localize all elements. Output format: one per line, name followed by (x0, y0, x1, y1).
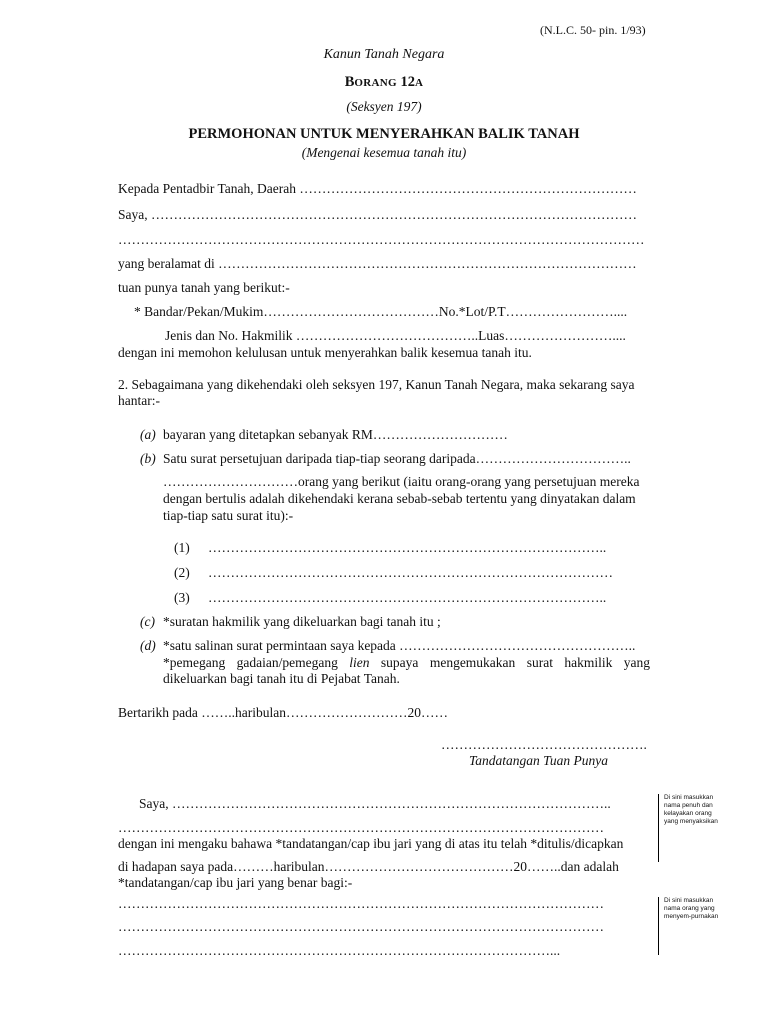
list-item-3-label: (3) (174, 590, 190, 605)
item-d-text: *satu salinan surat permintaan saya kepada …………………………………………….. (163, 638, 636, 653)
item-d-line-3: dikeluarkan bagi tanah itu di Pejabat Tanah. (163, 671, 400, 686)
applicant-name-line: Saya, ……………………………………………………………………………………………… (118, 207, 637, 222)
executor-line-2: ……………………………………………………………………………………………… (118, 919, 604, 934)
list-item-3-dots: …………………………………………………………………………….. (208, 590, 607, 605)
item-d-label: (d) (140, 638, 156, 653)
item-d-line-2: *pemegang gadaian/pemegang lien supaya mengemukakan surat hakmilik yang (163, 655, 651, 670)
form-reference: (N.L.C. 50- pin. 1/93) (540, 23, 646, 37)
item-b-label: (b) (140, 451, 156, 466)
item-b-line-2: …………………………orang yang berikut (iaitu orang-orang yang persetujuan mereka (163, 474, 640, 489)
date-line: Bertarikh pada ……..haribulan………………………20…… (118, 705, 448, 720)
section-ref: (Seksyen 197) (346, 99, 422, 114)
page-subtitle: (Mengenai kesemua tanah itu) (301, 145, 467, 160)
executor-line-1: ……………………………………………………………………………………………… (118, 896, 604, 911)
item-c-label: (c) (140, 614, 155, 629)
item-b-line-3: dengan bertulis adalah dikehendaki kerana sebab-sebab tertentu yang dinyatakan dalam (163, 491, 636, 506)
item-b-text: Satu surat persetujuan daripada tiap-tiap seorang daripada…………………………….. (163, 451, 631, 466)
applicant-name-line-2: ……………………………………………………………………………………………………… (118, 232, 645, 247)
para-2-cont: hantar:- (118, 393, 160, 408)
request-line: dengan ini memohon kelulusan untuk menyerahkan balik kesemua tanah itu. (118, 345, 532, 360)
act-name: Kanun Tanah Negara (323, 47, 445, 62)
witness-declaration-2: *tandatangan/cap ibu jari yang benar bagi:- (118, 875, 353, 890)
para-2: 2. Sebagaimana yang dikehendaki oleh seksyen 197, Kanun Tanah Negara, maka sekarang saya (118, 377, 635, 392)
item-a-label: (a) (140, 427, 156, 442)
witness-declaration: dengan ini mengaku bahawa *tandatangan/cap ibu jari yang di atas itu telah *ditulis/dicapkan (118, 836, 624, 851)
list-item-2-label: (2) (174, 565, 190, 580)
item-a-text: bayaran yang ditetapkan sebanyak RM………………………… (163, 427, 508, 442)
signature-line: ………………………………………. (441, 737, 647, 752)
owner-line: tuan punya tanah yang berikut:- (118, 280, 290, 295)
mukim-lot-line: * Bandar/Pekan/Mukim…………………………………No.*Lot/P.T…………………….... (134, 304, 628, 319)
executor-line-3: ……………………………………………………………………………………... (118, 943, 561, 958)
item-b-line-4: tiap-tiap satu surat itu):- (163, 508, 294, 523)
list-item-2-dots: ……………………………………………………………………………… (208, 565, 613, 580)
signature-label: Tandatangan Tuan Punya (469, 753, 609, 768)
title-area-line: Jenis dan No. Hakmilik …………………………………..Luas…………………….... (165, 328, 626, 343)
address-line: yang beralamat di ………………………………………………………………………………… (118, 256, 637, 271)
witness-name-line: Saya, …………………………………………………………………………………….. (139, 796, 611, 811)
list-item-1-label: (1) (174, 540, 190, 555)
page-title: PERMOHONAN UNTUK MENYERAHKAN BALIK TANAH (188, 126, 580, 142)
margin-note-executor: Di sini masukkan nama orang yang menyem-purnakan (658, 897, 724, 955)
witness-name-line-2: ……………………………………………………………………………………………… (118, 820, 604, 835)
list-item-1-dots: …………………………………………………………………………….. (208, 540, 607, 555)
form-number: BORANG 12A (344, 74, 424, 90)
item-c-text: *suratan hakmilik yang dikeluarkan bagi tanah itu ; (163, 614, 441, 629)
witness-date-line: di hadapan saya pada………haribulan……………………………………20……..dan adalah (118, 859, 619, 874)
addressee-line: Kepada Pentadbir Tanah, Daerah ………………………………………………………………… (118, 181, 637, 196)
margin-note-witness: Di sini masukkan nama penuh dan kelayakan orang yang menyaksikan (658, 794, 724, 862)
